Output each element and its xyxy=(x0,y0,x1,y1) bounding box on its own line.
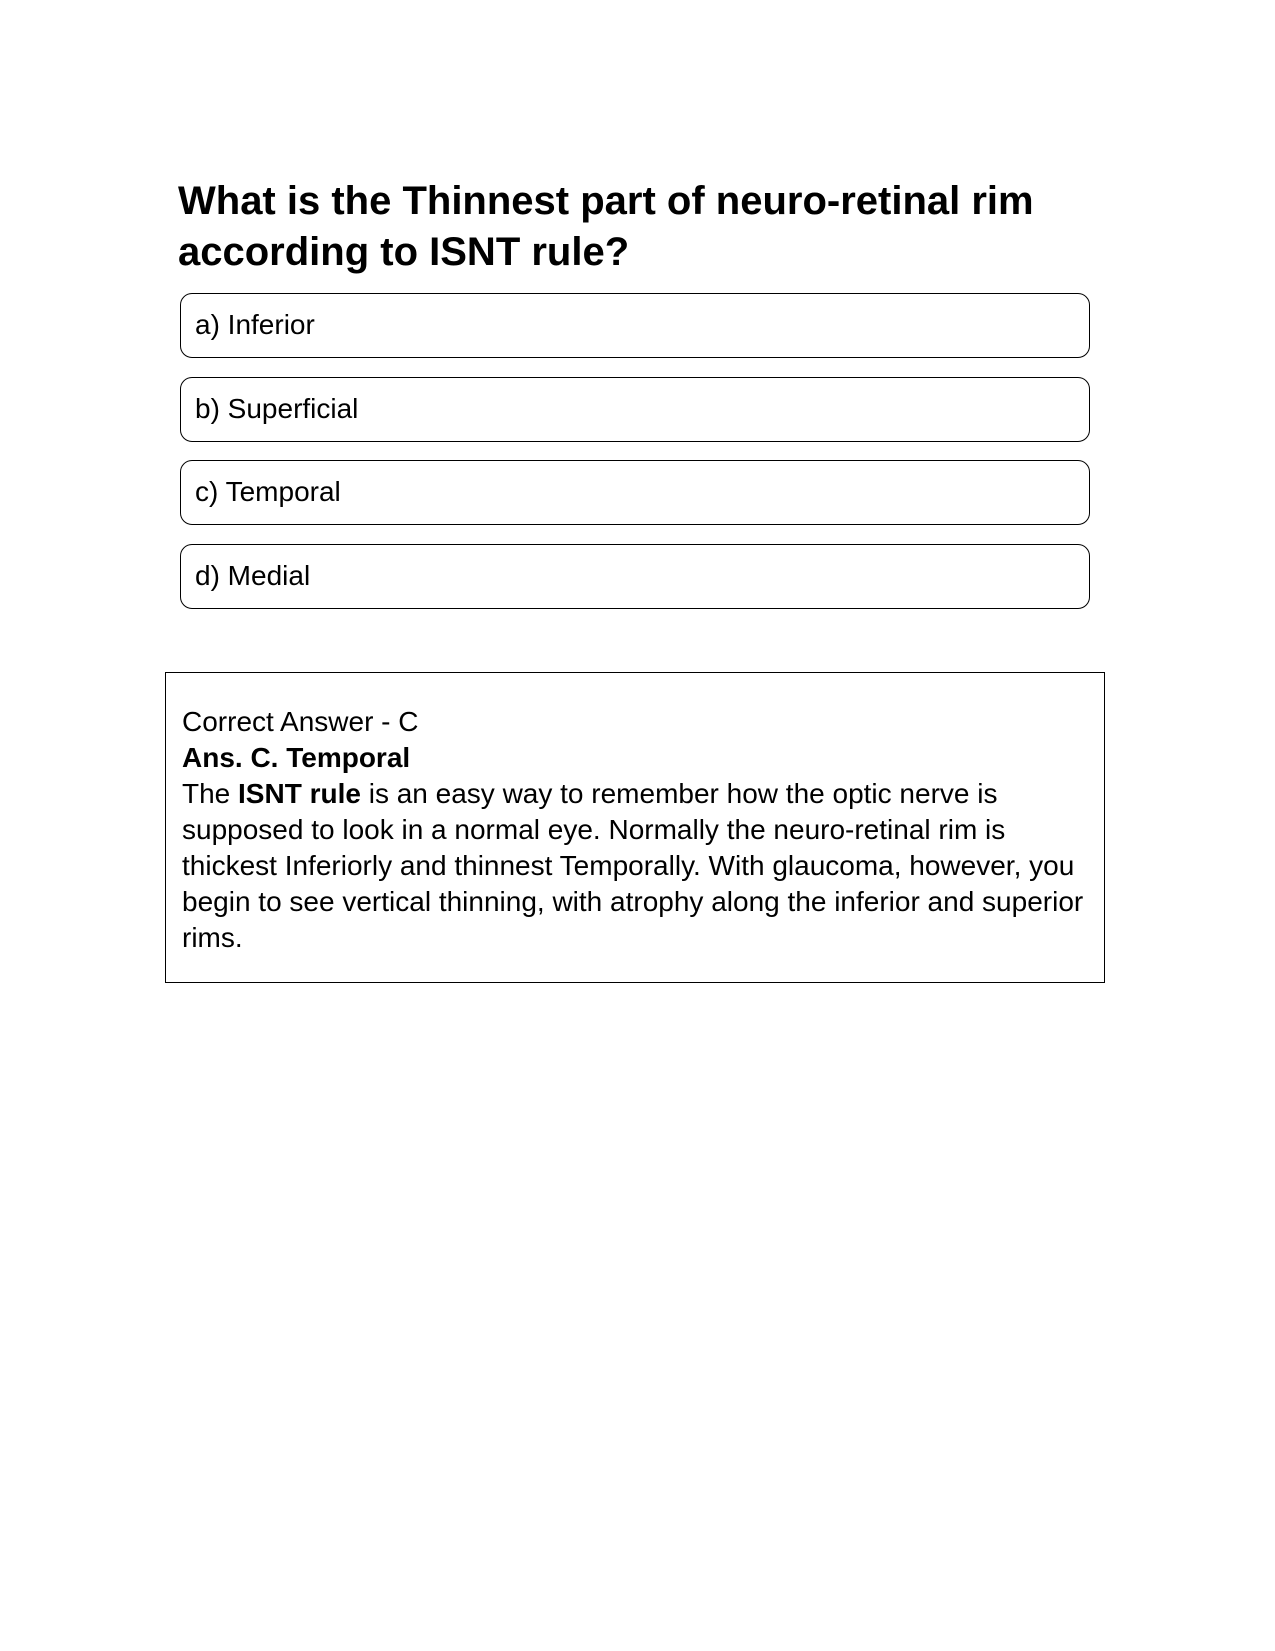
option-b[interactable]: b) Superficial xyxy=(180,377,1090,442)
option-a[interactable]: a) Inferior xyxy=(180,293,1090,358)
explanation-rest: is an easy way to remember how the optic nerve is supposed to look in a normal eye. Normally the neuro-retinal rim is thickest Inferiorly and thinnest Temporally. With glaucoma, however, you begin to see vertical thinning, with atrophy along the inferior and superior rims. xyxy=(182,778,1084,953)
question-text: What is the Thinnest part of neuro-retinal rim according to ISNT rule? xyxy=(178,179,1034,274)
answer-heading: Ans. C. Temporal xyxy=(182,742,411,773)
answer-box xyxy=(165,672,1105,983)
option-d[interactable]: d) Medial xyxy=(180,544,1090,609)
explanation-term: ISNT rule xyxy=(238,778,361,809)
answer-explanation xyxy=(182,776,1088,956)
option-c[interactable]: c) Temporal xyxy=(180,460,1090,525)
explanation-prefix: The xyxy=(182,778,239,809)
correct-answer-label: Correct Answer - C xyxy=(182,706,419,737)
